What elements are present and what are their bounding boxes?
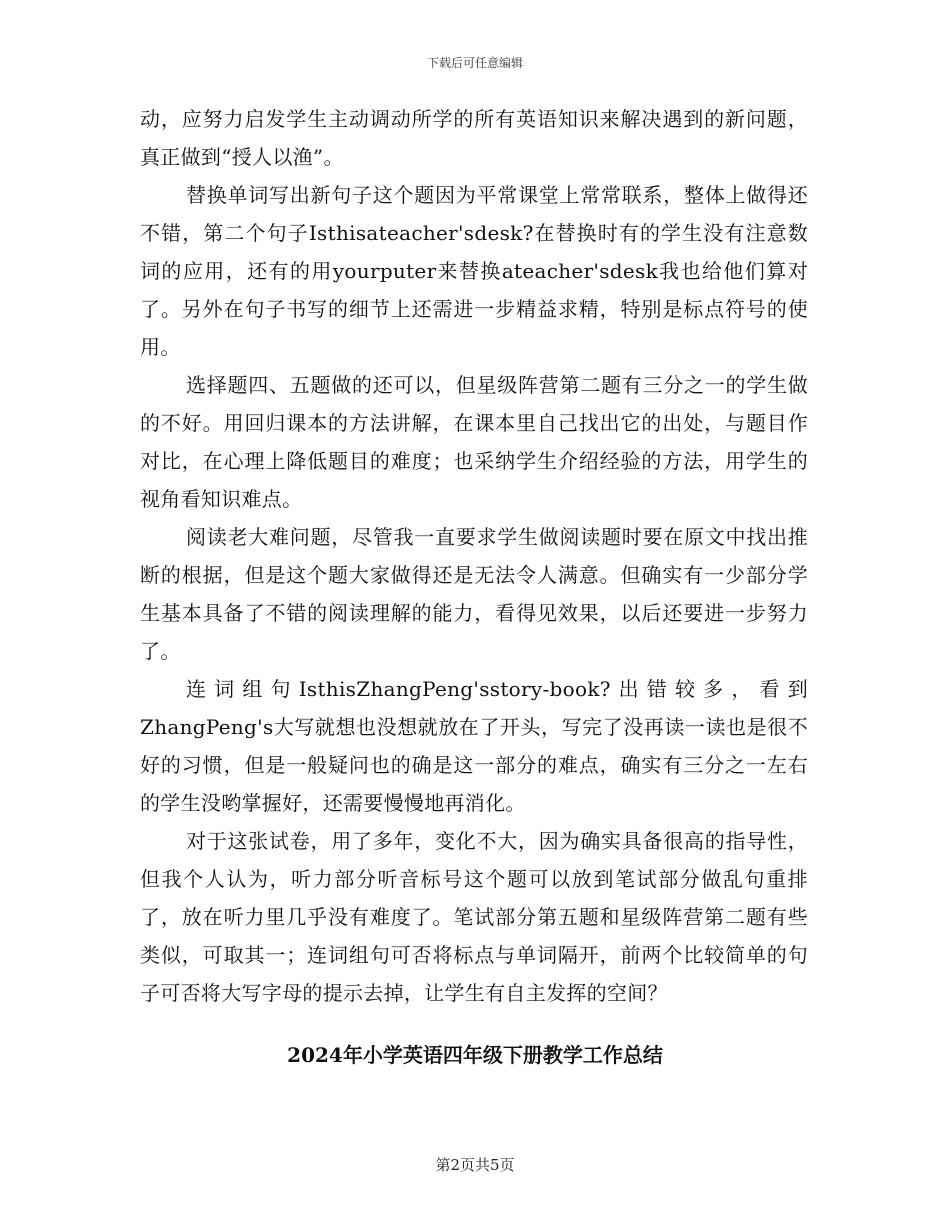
- document-title: 2024年小学英语四年级下册教学工作总结: [287, 1043, 663, 1067]
- page-header: 下载后可任意编辑: [426, 56, 523, 70]
- document-body: [140, 100, 808, 1012]
- paragraph-sentence-building: 连词组句IsthisZhangPeng'sstory-book?出错较多，看到ZhangPeng's大写就想也没想就放在了开头，写完了没再读一读也是很不好的习惯，但是一般疑问也的确是这一部分的难点，确实有三分之一左右的学生没哟掌握好，还需要慢慢地再消化。: [140, 677, 808, 815]
- paragraph-multiple-choice: 选择题四、五题做的还可以，但星级阵营第二题有三分之一的学生做的不好。用回归课本的方法讲解，在课本里自己找出它的出处，与题目作对比，在心理上降低题目的难度；也采纳学生介绍经验的方法，用学生的视角看知识难点。: [140, 373, 808, 511]
- paragraph-reading: 阅读老大难问题，尽管我一直要求学生做阅读题时要在原文中找出推断的根据，但是这个题大家做得还是无法令人满意。但确实有一少部分学生基本具备了不错的阅读理解的能力，看得见效果，以后还要进一步努力了。: [140, 525, 808, 663]
- page-footer: 第2页共5页: [435, 1156, 515, 1174]
- paragraph-continuation: 动，应努力启发学生主动调动所学的所有英语知识来解决遇到的新问题，真正做到“授人以渔”。: [140, 107, 808, 169]
- paragraph-word-replacement: 替换单词写出新句子这个题因为平常课堂上常常联系，整体上做得还不错，第二个句子Isthisateacher'sdesk?在替换时有的学生没有注意数词的应用，还有的用yourputer来替换ateacher'sdesk我也给他们算对了。另外在句子书写的细节上还需进一步精益求精，特别是标点符号的使用。: [140, 183, 808, 359]
- paragraph-test-paper-review: 对于这张试卷，用了多年，变化不大，因为确实具备很高的指导性，但我个人认为，听力部分听音标号这个题可以放到笔试部分做乱句重排了，放在听力里几乎没有难度了。笔试部分第五题和星级阵营第二题有些类似，可取其一；连词组句可否将标点与单词隔开，前两个比较简单的句子可否将大写字母的提示去掉，让学生有自主发挥的空间？: [140, 829, 808, 1005]
